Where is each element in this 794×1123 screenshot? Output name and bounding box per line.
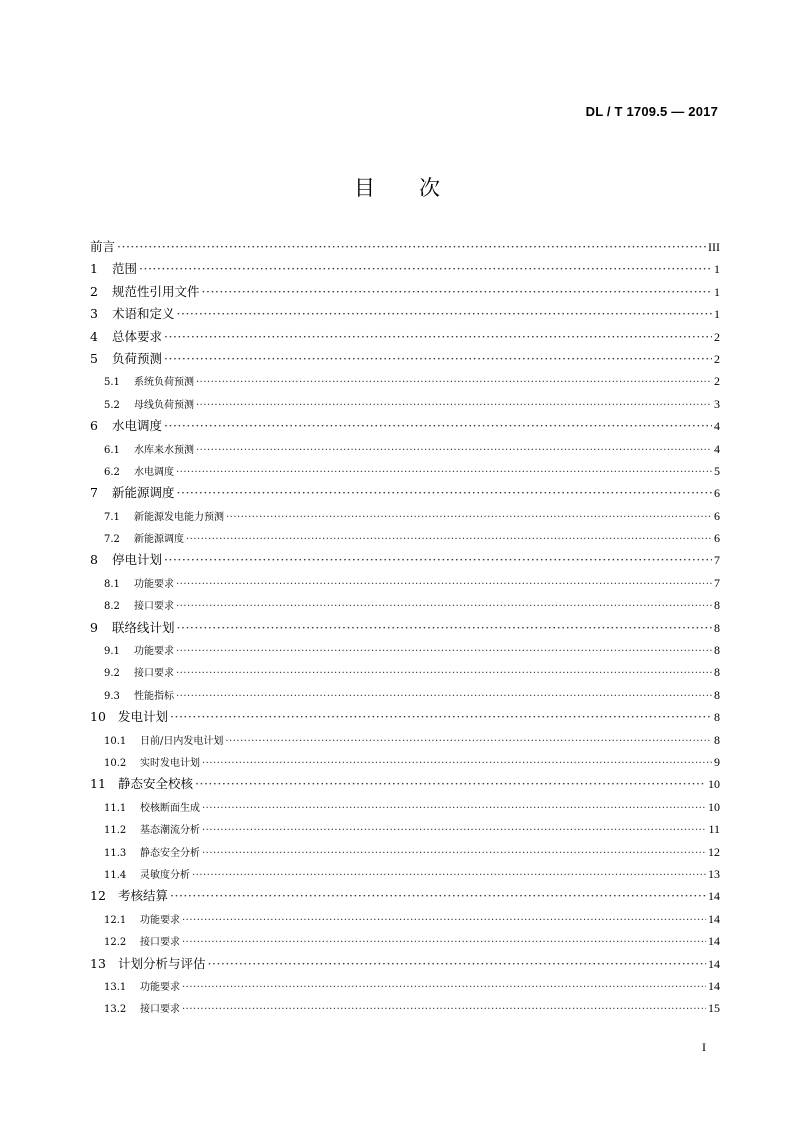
toc-entry-page: 14 [708,889,720,904]
toc-entry-title: 联络线计划 [112,619,175,635]
toc-entry-title: 基态潮流分析 [140,825,200,837]
toc-entry-title: 新能源调度 [112,485,175,501]
toc-entry-title: 计划分析与评估 [118,955,206,971]
toc-entry[interactable] [90,393,720,415]
toc-entry[interactable] [90,594,720,616]
toc-entry-number: 10.1 [104,735,127,747]
toc-entry[interactable] [90,639,720,661]
toc-entry-title: 新能源调度 [134,534,184,546]
toc-entry-number: 11 [90,776,106,792]
toc-entry-page: 1 [714,307,720,322]
toc-entry-title: 灵敏度分析 [140,869,190,881]
toc-entry-page: 6 [714,486,720,501]
toc-entry-page: 14 [708,956,720,971]
toc-entry-number: 9 [90,619,98,635]
toc-entry-number: 5.1 [104,377,120,389]
toc-leader-dots [164,415,712,437]
toc-entry-page: 12 [708,844,720,859]
toc-entry-title: 水电调度 [134,466,174,478]
toc-entry-number: 7.1 [104,511,120,523]
toc-entry[interactable] [90,975,720,997]
toc-leader-dots [176,663,712,685]
toc-entry[interactable] [90,572,720,594]
toc-leader-dots [177,482,712,504]
toc-leader-dots [226,507,712,529]
toc-entry-page: 11 [708,822,720,837]
toc-entry-number: 6.2 [104,466,120,478]
toc-leader-dots [202,820,706,842]
toc-entry-number: 6 [90,418,98,434]
toc-entry-title: 性能指标 [134,690,174,702]
toc-leader-dots [177,303,712,325]
toc-leader-dots [196,395,712,417]
toc-entry-page: 6 [714,508,720,523]
toc-entry-title: 前言 [90,239,116,254]
toc-entry[interactable] [90,841,720,863]
toc-entry-title: 负荷预测 [112,350,163,366]
toc-entry-page: 8 [714,687,720,702]
toc-entry-number: 3 [90,306,98,322]
toc-entry[interactable] [90,885,720,907]
toc-entry-page: 8 [714,598,720,613]
toc-entry-page: 14 [708,934,720,949]
toc-entry-title: 功能要求 [140,914,180,926]
toc-entry-number: 2 [90,283,98,299]
toc-entry[interactable] [90,617,720,639]
toc-entry[interactable] [90,751,720,773]
toc-entry[interactable] [90,549,720,571]
toc-entry-page: III [708,240,720,254]
toc-entry-title: 接口要求 [140,1004,180,1016]
toc-leader-dots [208,953,706,975]
toc-entry-page: 1 [714,284,720,299]
toc-entry-title: 水库来水预测 [134,444,194,456]
toc-entry-number: 11.4 [104,869,127,881]
toc-entry-title: 接口要求 [134,601,174,613]
toc-entry-page: 3 [714,396,720,411]
toc-entry-page: 2 [714,351,720,366]
toc-entry-number: 5.2 [104,399,120,411]
toc-entry-page: 7 [714,553,720,568]
toc-entry-page: 9 [714,754,720,769]
toc-entry[interactable] [90,773,720,795]
toc-entry[interactable] [90,527,720,549]
toc-leader-dots [170,706,712,728]
toc-entry-title: 总体要求 [112,328,163,344]
toc-entry[interactable] [90,706,720,728]
toc-entry[interactable] [90,908,720,930]
toc-entry-number: 7 [90,485,98,501]
toc-entry[interactable] [90,258,720,280]
toc-leader-dots [177,617,712,639]
toc-entry[interactable] [90,326,720,348]
toc-leader-dots [196,440,712,462]
toc-leader-dots [164,348,712,370]
toc-entry-title: 功能要求 [134,646,174,658]
toc-entry[interactable] [90,303,720,325]
toc-leader-dots [202,281,712,303]
toc-entry-number: 7.2 [104,534,120,546]
toc-entry[interactable] [90,348,720,370]
toc-entry-title: 接口要求 [140,937,180,949]
toc-entry[interactable] [90,236,720,258]
toc-entry[interactable] [90,505,720,527]
toc-entry-number: 10 [90,709,106,725]
toc-entry-page: 2 [714,374,720,389]
toc-entry-title: 规范性引用文件 [112,283,200,299]
toc-entry-page: 5 [714,463,720,478]
toc-entry-number: 9.1 [104,646,120,658]
toc-entry[interactable] [90,953,720,975]
document-code: DL / T 1709.5 — 2017 [585,104,718,119]
toc-leader-dots [117,236,706,258]
toc-entry[interactable] [90,460,720,482]
toc-leader-dots [164,549,712,571]
toc-entry-title: 新能源发电能力预测 [134,511,224,523]
toc-entry[interactable] [90,370,720,392]
toc-leader-dots [195,773,706,795]
toc-entry-page: 6 [714,531,720,546]
toc-leader-dots [186,529,712,551]
toc-entry-page: 4 [714,419,720,434]
toc-entry[interactable] [90,415,720,437]
toc-entry-number: 13 [90,955,106,971]
toc-entry-number: 6.1 [104,444,120,456]
toc-entry-number: 11.3 [104,847,127,859]
toc-leader-dots [202,843,706,865]
toc-entry-title: 系统负荷预测 [134,377,194,389]
toc-leader-dots [192,865,706,887]
toc-entry-page: 1 [714,262,720,277]
toc-entry[interactable] [90,863,720,885]
toc-leader-dots [202,753,712,775]
toc-entry-number: 11.1 [104,802,127,814]
toc-entry-page: 7 [714,575,720,590]
toc-leader-dots [176,686,712,708]
toc-entry-page: 10 [708,777,720,792]
toc-leader-dots [176,574,712,596]
toc-entry-number: 13.2 [104,1004,127,1016]
toc-entry-page: 14 [708,978,720,993]
toc-entry-title: 停电计划 [112,552,163,568]
toc-entry[interactable] [90,281,720,303]
toc-entry[interactable] [90,997,720,1019]
toc-entry-title: 母线负荷预测 [134,399,194,411]
toc-entry-page: 13 [708,866,720,881]
toc-entry-page: 4 [714,441,720,456]
toc-entry-page: 8 [714,643,720,658]
toc-entry-number: 1 [90,261,98,277]
toc-entry-title: 接口要求 [134,668,174,680]
toc-entry[interactable] [90,684,720,706]
toc-entry-title: 日前/日内发电计划 [140,735,224,747]
toc-entry-page: 14 [708,911,720,926]
toc-entry-title: 功能要求 [140,981,180,993]
toc-leader-dots [202,798,706,820]
toc-leader-dots [182,932,706,954]
toc-entry-number: 9.3 [104,690,120,702]
toc-entry[interactable] [90,796,720,818]
toc-entry-page: 2 [714,329,720,344]
toc-entry-page: 8 [714,732,720,747]
toc-entry[interactable] [90,438,720,460]
page-number: I [702,1040,706,1054]
toc-entry-title: 功能要求 [134,578,174,590]
toc-entry-number: 11.2 [104,825,127,837]
toc-entry[interactable] [90,818,720,840]
toc-entry-page: 8 [714,710,720,725]
toc-entry[interactable] [90,930,720,952]
toc-entry-number: 10.2 [104,757,127,769]
toc-entry-number: 12.2 [104,937,127,949]
toc-leader-dots [176,596,712,618]
toc-leader-dots [196,372,712,394]
toc-entry-number: 12 [90,888,106,904]
toc-entry[interactable] [90,661,720,683]
toc-leader-dots [170,885,706,907]
toc-entry-page: 8 [714,620,720,635]
toc-entry-title: 静态安全分析 [140,847,200,859]
toc-entry-title: 发电计划 [118,709,169,725]
table-of-contents [90,236,720,1020]
toc-entry-title: 考核结算 [118,888,169,904]
toc-entry-title: 静态安全校核 [118,776,194,792]
toc-entry-number: 9.2 [104,668,120,680]
toc-leader-dots [176,462,712,484]
toc-entry-title: 水电调度 [112,418,163,434]
toc-entry-title: 术语和定义 [112,306,175,322]
page-title: 目次 [354,176,484,200]
toc-entry[interactable] [90,729,720,751]
toc-leader-dots [225,731,712,753]
toc-entry[interactable] [90,482,720,504]
toc-leader-dots [176,641,712,663]
toc-entry-number: 8.1 [104,578,120,590]
toc-entry-title: 范围 [112,261,138,277]
toc-leader-dots [139,258,712,280]
toc-entry-page: 8 [714,665,720,680]
toc-entry-number: 5 [90,350,98,366]
toc-leader-dots [182,910,706,932]
toc-entry-number: 4 [90,328,98,344]
toc-entry-number: 13.1 [104,981,127,993]
toc-leader-dots [182,999,706,1021]
toc-entry-number: 8 [90,552,98,568]
toc-entry-title: 校核断面生成 [140,802,200,814]
toc-leader-dots [164,326,712,348]
toc-leader-dots [182,977,706,999]
toc-entry-number: 8.2 [104,601,120,613]
toc-entry-number: 12.1 [104,914,127,926]
toc-entry-title: 实时发电计划 [140,757,200,769]
toc-entry-page: 15 [708,1001,720,1016]
toc-entry-page: 10 [708,799,720,814]
